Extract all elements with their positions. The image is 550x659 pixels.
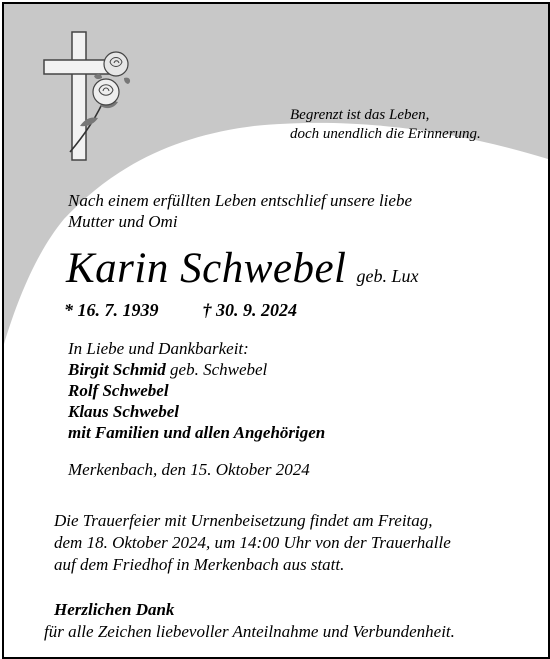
mourner-1 [68,359,325,380]
quote-line-1: Begrenzt ist das Leben, [290,107,430,123]
service-line-2: dem 18. Oktober 2024, um 14:00 Uhr von der Trauerhalle [54,533,451,552]
intro-line-1: Nach einem erfüllten Leben entschlief unsere liebe [68,191,412,210]
mourner-family: mit Familien und allen Angehörigen [68,423,326,442]
birth-date: * 16. 7. 1939 [64,300,159,320]
mourner-2: Rolf Schwebel [68,381,169,400]
obituary-card [2,2,550,659]
maiden-name: geb. Lux [356,266,419,286]
intro-text [68,190,412,232]
mourners-heading: In Liebe und Dankbarkeit: [68,339,249,358]
funeral-service-info [54,510,451,576]
deceased-name: Karin Schwebel [66,245,347,292]
thanks-title: Herzlichen Dank [54,600,175,619]
memorial-quote [290,106,481,144]
mourner-1-name: Birgit Schmid [68,360,166,379]
thanks-text: für alle Zeichen liebevoller Anteilnahme und Verbundenheit. [44,622,455,641]
mourners-list [68,338,325,443]
service-line-1: Die Trauerfeier mit Urnenbeisetzung findet am Freitag, [54,511,433,530]
death-date: † 30. 9. 2024 [202,300,297,320]
mourner-3: Klaus Schwebel [68,402,179,421]
deceased-name-row [66,244,419,293]
mourner-1-suffix: geb. Schwebel [165,360,268,379]
quote-line-2: doch unendlich die Erinnerung. [290,126,481,142]
intro-line-2: Mutter und Omi [68,212,178,231]
cross-icon [40,26,150,166]
place-date: Merkenbach, den 15. Oktober 2024 [68,460,310,479]
life-dates [64,300,297,321]
service-line-3: auf dem Friedhof in Merkenbach aus statt. [54,555,345,574]
